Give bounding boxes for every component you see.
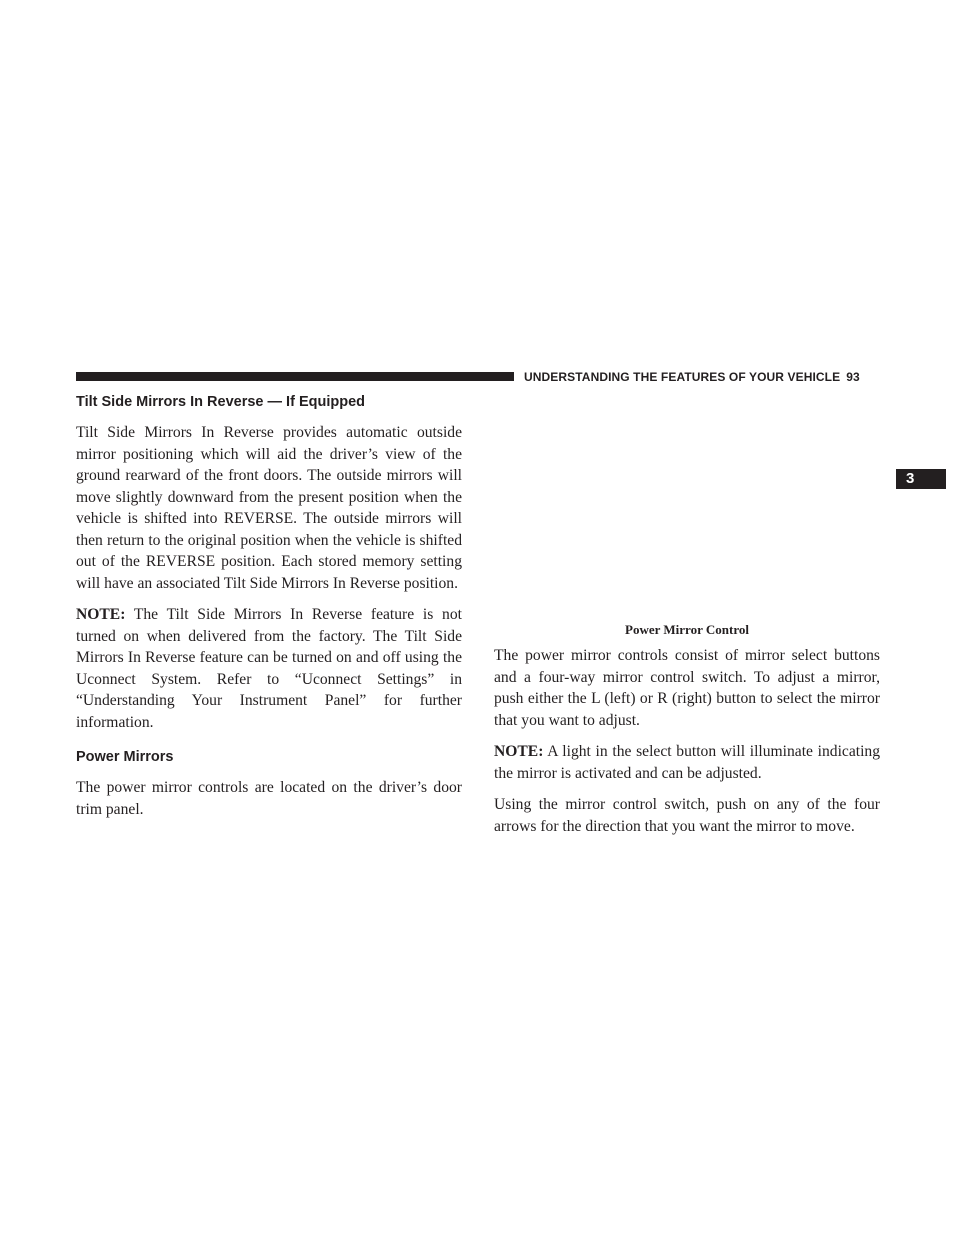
note-text: A light in the select button will illuminate indicating the mirror is activated and can be adjusted. xyxy=(494,743,880,782)
section-heading-power-mirrors: Power Mirrors xyxy=(76,749,174,765)
left-column xyxy=(76,392,462,830)
power-mirrors-paragraph: The power mirror controls are located on the driver’s door trim panel. xyxy=(76,779,462,818)
running-header-title: UNDERSTANDING THE FEATURES OF YOUR VEHICLE xyxy=(524,370,841,384)
figure-caption: Power Mirror Control xyxy=(625,622,749,637)
control-switch-paragraph: Using the mirror control switch, push on any of the four arrows for the direction that you want the mirror to move. xyxy=(494,796,880,835)
header-rule xyxy=(76,372,514,381)
note-label: NOTE: xyxy=(494,743,544,760)
section-heading-tilt-mirrors: Tilt Side Mirrors In Reverse — If Equipped xyxy=(76,394,365,410)
note-label: NOTE: xyxy=(76,606,126,623)
chapter-tab: 3 xyxy=(896,469,946,489)
mirror-controls-paragraph: The power mirror controls consist of mirror select buttons and a four-way mirror control switch. To adjust a mirror, push either the L (left) or R (right) button to select the mirror that you want to adjust. xyxy=(494,647,880,729)
select-button-note xyxy=(494,741,880,784)
running-header xyxy=(524,369,884,385)
tilt-mirrors-note xyxy=(76,604,462,733)
right-column xyxy=(494,645,880,847)
figure-placeholder xyxy=(494,392,880,616)
tilt-mirrors-paragraph: Tilt Side Mirrors In Reverse provides automatic outside mirror positioning which will aid the driver’s view of the ground rearward of the front doors. The outside mirrors will move slightly downward from the present position when the vehicle is shifted into REVERSE. The outside mirrors will then return to the original position when the vehicle is shifted out of the REVERSE position. Each stored memory setting will have an associated Tilt Side Mirrors In Reverse position. xyxy=(76,424,462,592)
page-number: 93 xyxy=(846,370,860,384)
note-text: The Tilt Side Mirrors In Reverse feature is not turned on when delivered from the factory. The Tilt Side Mirrors In Reverse feature can be turned on and off using the Uconnect System. Refer to “Uconnect Settings” in “Understanding Your Instrument Panel” for further information. xyxy=(76,606,462,731)
